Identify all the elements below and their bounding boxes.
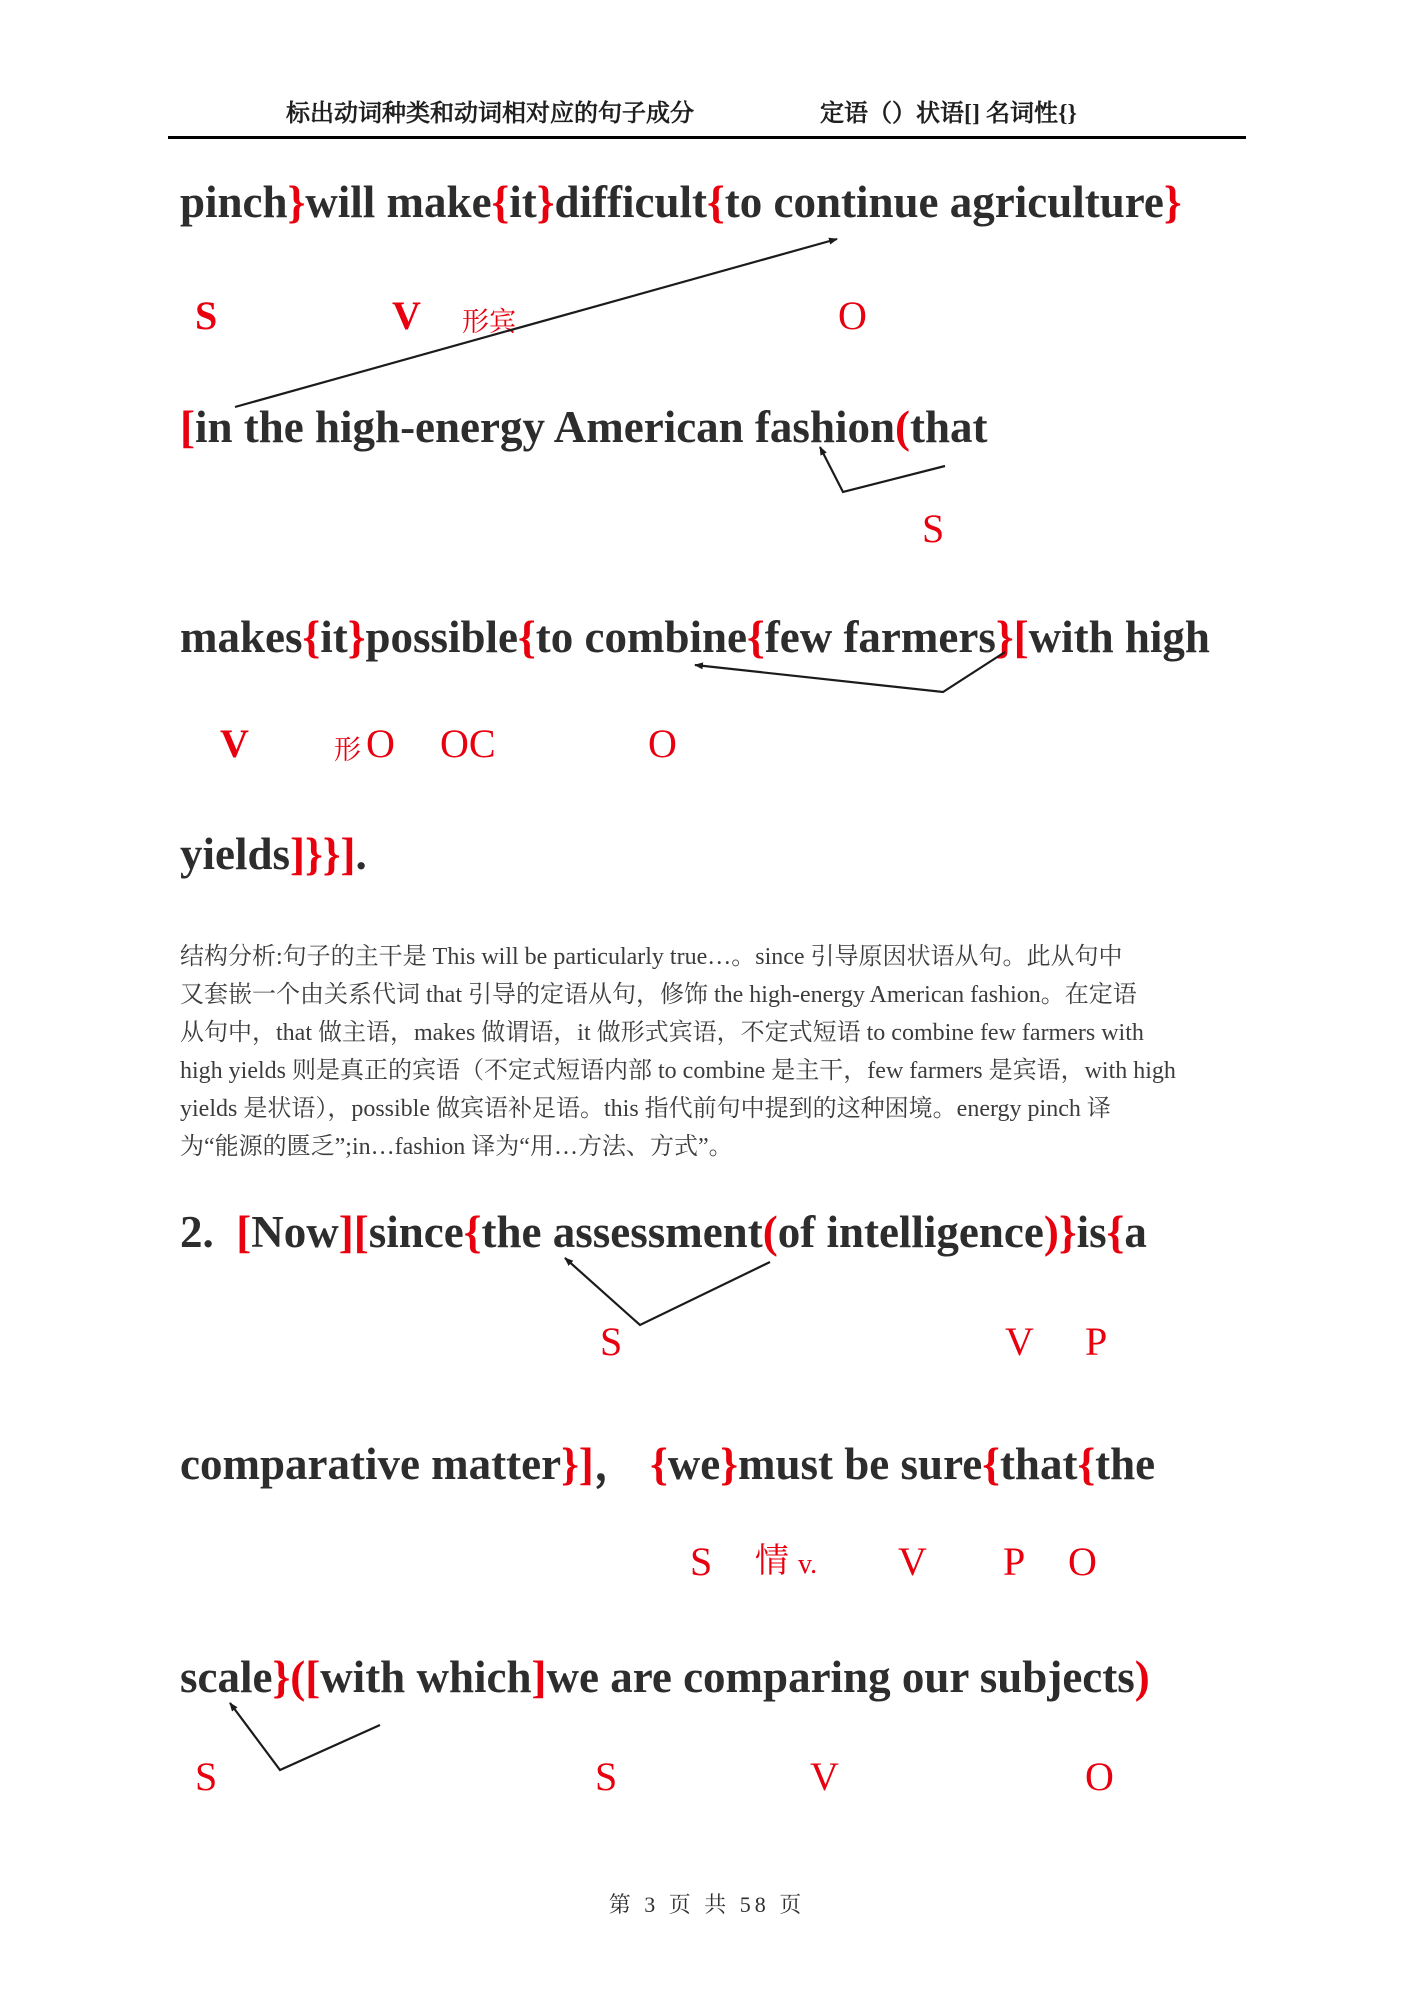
bracket-annotation: { bbox=[707, 177, 725, 227]
grammar-label: 形 bbox=[334, 735, 361, 765]
bracket-annotation: { bbox=[463, 1207, 482, 1257]
grammar-label: O bbox=[648, 721, 677, 766]
sentence-line bbox=[180, 1650, 1150, 1704]
sentence-text: to continue agriculture bbox=[724, 177, 1164, 227]
sentence-text: will make bbox=[305, 177, 492, 227]
paragraph-line: 又套嵌一个由关系代词 that 引导的定语从句，修饰 the high-energy American fashion。在定语 bbox=[180, 982, 1137, 1008]
sentence-text: few farmers bbox=[764, 612, 996, 662]
grammar-label: O bbox=[366, 721, 395, 766]
bracket-annotation: { bbox=[518, 612, 536, 662]
sentence-text: . bbox=[355, 829, 367, 879]
grammar-label: P bbox=[1085, 1319, 1108, 1364]
sentence-text: to combine bbox=[535, 612, 747, 662]
sentence-text: the bbox=[1095, 1439, 1156, 1489]
grammar-label: 形宾 bbox=[462, 307, 516, 337]
bracket-annotation: { bbox=[1077, 1439, 1096, 1489]
bracket-annotation: { bbox=[747, 612, 765, 662]
bracket-annotation: ][ bbox=[338, 1207, 369, 1257]
grammar-label: O bbox=[1068, 1539, 1097, 1584]
header-legend-right: 定语（）状语[] 名词性{} bbox=[820, 101, 1077, 127]
bracket-annotation: [ bbox=[1013, 612, 1029, 662]
grammar-label: V bbox=[1005, 1319, 1034, 1364]
arrow-to-assessment bbox=[565, 1258, 770, 1325]
sentence-text: since bbox=[368, 1207, 464, 1257]
sentence-text: makes bbox=[180, 612, 303, 662]
grammar-label: O bbox=[1085, 1754, 1114, 1799]
bracket-annotation: ) bbox=[1134, 1652, 1150, 1702]
bracket-annotation: } bbox=[536, 177, 555, 227]
bracket-annotation: ]}}] bbox=[290, 829, 356, 879]
bracket-annotation: } bbox=[720, 1439, 739, 1489]
sentence-text: that bbox=[910, 402, 988, 452]
bracket-annotation: { bbox=[302, 612, 321, 662]
sentence-text: with which bbox=[320, 1652, 532, 1702]
sentence-text: yields bbox=[180, 829, 291, 879]
sentence-text: pinch bbox=[180, 177, 288, 227]
grammar-label: V bbox=[810, 1754, 839, 1799]
page-footer: 第 3 页 共 58 页 bbox=[608, 1892, 806, 1917]
sentence-line bbox=[180, 1437, 1155, 1491]
sentence-text: must be sure bbox=[738, 1439, 983, 1489]
paragraph-line: 结构分析:句子的主干是 This will be particularly true…。since 引导原因状语从句。此从句中 bbox=[180, 944, 1123, 970]
grammar-label: S bbox=[195, 1754, 218, 1799]
sentence-text: 2. bbox=[180, 1207, 214, 1257]
bracket-annotation: }] bbox=[561, 1439, 594, 1489]
sentence-line bbox=[180, 175, 1182, 229]
sentence-text bbox=[639, 1439, 650, 1489]
bracket-annotation: [ bbox=[236, 1207, 252, 1257]
grammar-label: S bbox=[690, 1539, 713, 1584]
bracket-annotation: )} bbox=[1043, 1207, 1077, 1257]
grammar-label: O bbox=[838, 293, 867, 338]
sentence-text: comparative matter bbox=[180, 1439, 562, 1489]
sentence-text: in the high-energy American fashion bbox=[195, 402, 896, 452]
sentence-text: possible bbox=[365, 612, 519, 662]
sentence-text: that bbox=[999, 1439, 1078, 1489]
bracket-annotation: } bbox=[287, 177, 306, 227]
grammar-label: OC bbox=[440, 721, 496, 766]
header-title-left: 标出动词种类和动词相对应的句子成分 bbox=[286, 101, 694, 127]
sentence-line bbox=[180, 610, 1210, 664]
bracket-annotation: ( bbox=[762, 1207, 778, 1257]
paragraph-line: high yields 则是真正的宾语（不定式短语内部 to combine 是主干，few farmers 是宾语，with high bbox=[180, 1058, 1176, 1084]
bracket-annotation: } bbox=[1163, 177, 1182, 227]
grammar-label: S bbox=[600, 1319, 623, 1364]
bracket-annotation: } bbox=[995, 612, 1014, 662]
sentence-text: it bbox=[509, 177, 537, 227]
grammar-label: V bbox=[392, 293, 421, 338]
grammar-label: P bbox=[1003, 1539, 1026, 1584]
bracket-annotation: { bbox=[982, 1439, 1000, 1489]
bracket-annotation: [ bbox=[180, 402, 195, 452]
paragraph-line: yields 是状语），possible 做宾语补足语。this 指代前句中提到的这种困境。energy pinch 译 bbox=[180, 1096, 1111, 1122]
grammar-label: V bbox=[898, 1539, 927, 1584]
sentence-text: we are comparing our subjects bbox=[546, 1652, 1135, 1702]
grammar-label: v. bbox=[798, 1549, 818, 1580]
bracket-annotation: { bbox=[491, 177, 510, 227]
sentence-line bbox=[180, 827, 367, 881]
sentence-text: a bbox=[1124, 1207, 1147, 1257]
sentence-text: ， bbox=[593, 1439, 639, 1489]
sentence-text: scale bbox=[180, 1652, 273, 1702]
sentence-line bbox=[180, 400, 988, 454]
bracket-annotation: { bbox=[1106, 1207, 1125, 1257]
arrow-to-scale bbox=[230, 1703, 380, 1770]
paragraph-line: 为“能源的匮乏”;in…fashion 译为“用…方法、方式”。 bbox=[180, 1134, 733, 1160]
grammar-label: S bbox=[195, 293, 218, 338]
sentence-line bbox=[180, 1205, 1147, 1259]
sentence-text: we bbox=[667, 1439, 721, 1489]
grammar-label: S bbox=[922, 506, 945, 551]
bracket-annotation: [ bbox=[305, 1652, 321, 1702]
bracket-annotation: ] bbox=[531, 1652, 547, 1702]
grammar-label: 情 bbox=[755, 1543, 789, 1580]
sentence-text: it bbox=[320, 612, 348, 662]
bracket-annotation: ( bbox=[895, 402, 911, 452]
sentence-text bbox=[214, 1207, 237, 1257]
sentence-text: the assessment bbox=[481, 1207, 763, 1257]
sentence-text: difficult bbox=[554, 177, 708, 227]
sentence-text: Now bbox=[251, 1207, 339, 1257]
bracket-annotation: } bbox=[347, 612, 366, 662]
arrow-to-continue-agriculture bbox=[235, 239, 837, 407]
bracket-annotation: }( bbox=[272, 1652, 306, 1702]
grammar-label: V bbox=[220, 721, 249, 766]
paragraph-line: 从句中，that 做主语，makes 做谓语，it 做形式宾语，不定式短语 to combine few farmers with bbox=[180, 1020, 1144, 1046]
header-rule bbox=[168, 136, 1246, 139]
sentence-text: of intelligence bbox=[777, 1207, 1044, 1257]
grammar-label: S bbox=[595, 1754, 618, 1799]
sentence-text: with high bbox=[1028, 612, 1210, 662]
sentence-text: is bbox=[1076, 1207, 1107, 1257]
bracket-annotation: { bbox=[650, 1439, 668, 1489]
analysis-paragraph bbox=[180, 938, 1252, 1166]
